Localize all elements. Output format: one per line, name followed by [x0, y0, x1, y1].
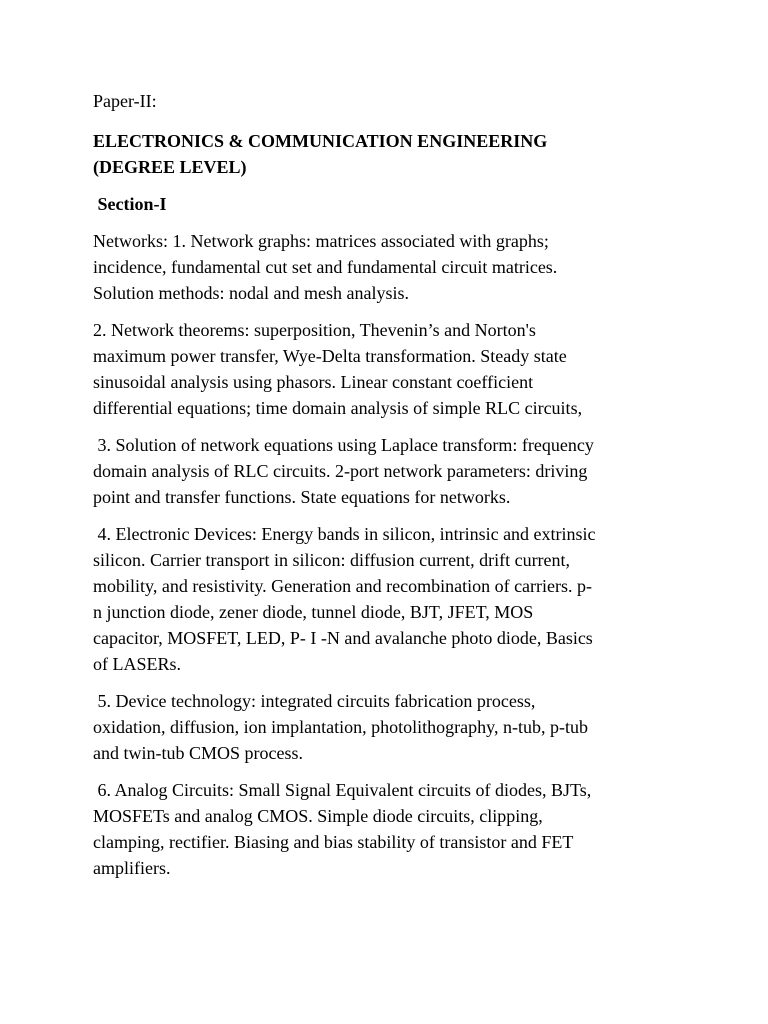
heading-line-2: (DEGREE LEVEL) — [93, 157, 247, 177]
document-page — [93, 88, 713, 892]
heading-line-1: ELECTRONICS & COMMUNICATION ENGINEERING — [93, 131, 548, 151]
paragraph-network-theorems: 2. Network theorems: superposition, Thevenin’s and Norton's maximum power transfer, Wye-Delta transformation. Steady state sinusoidal analysis using phasors. Linear constant coefficient differential equations; time domain analysis of simple RLC circuits, — [93, 320, 583, 418]
paper-label: Paper-II: — [93, 91, 157, 111]
section-title: Section-I — [93, 194, 167, 214]
paragraph-device-technology: 5. Device technology: integrated circuits fabrication process, oxidation, diffusion, ion implantation, photolithography, n-tub, p-tub and twin-tub CMOS process. — [93, 691, 588, 763]
paragraph-laplace: 3. Solution of network equations using Laplace transform: frequency domain analysis of RLC circuits. 2-port network parameters: driving point and transfer functions. State equations for networks. — [93, 435, 594, 507]
paragraph-networks: Networks: 1. Network graphs: matrices associated with graphs; incidence, fundamental cut set and fundamental circuit matrices. Solution methods: nodal and mesh analysis. — [93, 231, 558, 303]
document-heading — [93, 128, 713, 180]
paragraph-electronic-devices: 4. Electronic Devices: Energy bands in silicon, intrinsic and extrinsic silicon. Carrier transport in silicon: diffusion current, drift current, mobility, and resistivity. Generation and recombination of carriers. p- n junction diode, zener diode, tunnel diode, BJT, JFET, MOS capacitor, MOSFET, LED, P- I -N and avalanche photo diode, Basics of LASERs. — [93, 524, 596, 674]
paragraph-analog-circuits: 6. Analog Circuits: Small Signal Equivalent circuits of diodes, BJTs, MOSFETs and analog CMOS. Simple diode circuits, clipping, clamping, rectifier. Biasing and bias stability of transistor and FET amplifiers. — [93, 780, 592, 878]
